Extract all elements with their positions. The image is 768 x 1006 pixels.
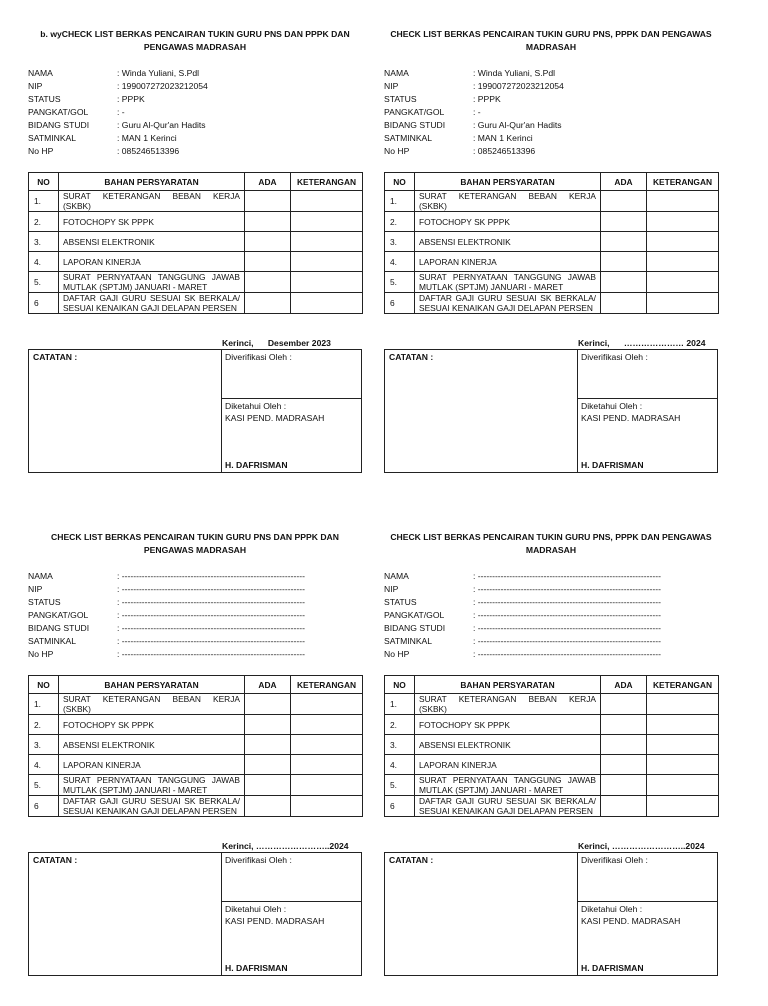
keterangan-cell[interactable] xyxy=(291,694,363,715)
table-row xyxy=(385,293,719,314)
field-value: : Winda Yuliani, S.Pdl xyxy=(473,68,556,78)
row-no: 4. xyxy=(29,755,59,775)
field-satminkal xyxy=(28,132,362,145)
field-value[interactable]: : ---------------------------------------------------------------- xyxy=(117,584,305,594)
field-value: : Guru Al-Qur'an Hadits xyxy=(473,120,562,130)
field-label: NIP xyxy=(384,81,399,91)
ada-cell[interactable] xyxy=(601,191,647,212)
table-header-row xyxy=(29,173,363,191)
table-row xyxy=(385,796,719,817)
signature-box xyxy=(384,349,718,473)
table-header-row xyxy=(385,676,719,694)
table-row xyxy=(29,735,363,755)
keterangan-cell[interactable] xyxy=(647,755,719,775)
keterangan-cell[interactable] xyxy=(647,293,719,314)
row-item: ABSENSI ELEKTRONIK xyxy=(415,232,601,252)
field-value[interactable]: : ---------------------------------------------------------------- xyxy=(117,610,305,620)
signature-section xyxy=(28,841,362,975)
field-value[interactable]: : ---------------------------------------------------------------- xyxy=(117,597,305,607)
header-bahan: BAHAN PERSYARATAN xyxy=(415,676,601,694)
field-label: BIDANG STUDI xyxy=(384,120,446,130)
field-label: No HP xyxy=(28,649,54,659)
ada-cell[interactable] xyxy=(245,191,291,212)
field-value: : MAN 1 Kerinci xyxy=(473,133,533,143)
ada-cell[interactable] xyxy=(601,694,647,715)
keterangan-cell[interactable] xyxy=(291,272,363,293)
field-label: No HP xyxy=(384,649,410,659)
field-no-hp xyxy=(28,648,362,661)
divider xyxy=(222,901,362,902)
official-name: H. DAFRISMAN xyxy=(225,963,288,973)
row-no: 2. xyxy=(29,212,59,232)
row-item: LAPORAN KINERJA xyxy=(415,755,601,775)
keterangan-cell[interactable] xyxy=(291,755,363,775)
row-no: 4. xyxy=(29,252,59,272)
field-pangkat xyxy=(384,609,718,622)
header-keterangan: KETERANGAN xyxy=(291,676,363,694)
field-label: STATUS xyxy=(384,597,417,607)
field-value: : - xyxy=(473,107,481,117)
keterangan-cell[interactable] xyxy=(647,715,719,735)
row-no: 2. xyxy=(385,212,415,232)
field-label: PANGKAT/GOL xyxy=(28,610,89,620)
identity-fields xyxy=(384,67,718,158)
signature-box xyxy=(28,349,362,473)
row-item: ABSENSI ELEKTRONIK xyxy=(59,735,245,755)
keterangan-cell[interactable] xyxy=(291,293,363,314)
row-item: DAFTAR GAJI GURU SESUAI SK BERKALA/ SESUAI KENAIKAN GAJI DELAPAN PERSEN xyxy=(415,796,601,817)
place-date: Kerinci, ……………………..2024 xyxy=(222,841,349,851)
row-no: 6 xyxy=(385,293,415,314)
table-row xyxy=(385,252,719,272)
row-no: 6 xyxy=(385,796,415,817)
header-no: NO xyxy=(385,676,415,694)
field-label: STATUS xyxy=(28,597,61,607)
field-label: NAMA xyxy=(384,571,409,581)
signature-section xyxy=(28,338,362,472)
verification-column xyxy=(577,350,718,472)
table-row xyxy=(29,755,363,775)
row-item: DAFTAR GAJI GURU SESUAI SK BERKALA/ SESUAI KENAIKAN GAJI DELAPAN PERSEN xyxy=(415,293,601,314)
header-keterangan: KETERANGAN xyxy=(291,173,363,191)
ada-cell[interactable] xyxy=(601,293,647,314)
verified-by-label: Diverifikasi Oleh : xyxy=(225,352,292,362)
row-item: LAPORAN KINERJA xyxy=(415,252,601,272)
requirements-table xyxy=(28,172,363,314)
row-no: 1. xyxy=(385,191,415,212)
row-item: SURAT KETERANGAN BEBAN KERJA (SKBK) xyxy=(415,694,601,715)
row-item: SURAT KETERANGAN BEBAN KERJA (SKBK) xyxy=(59,191,245,212)
row-no: 6 xyxy=(29,796,59,817)
official-name: H. DAFRISMAN xyxy=(225,460,288,470)
ada-cell[interactable] xyxy=(601,252,647,272)
field-value: : Winda Yuliani, S.Pdl xyxy=(117,68,200,78)
row-item: SURAT PERNYATAAN TANGGUNG JAWAB MUTLAK (SPTJM) JANUARI - MARET xyxy=(59,775,245,796)
row-item: FOTOCHOPY SK PPPK xyxy=(415,212,601,232)
known-by-label: Diketahui Oleh : xyxy=(225,401,287,411)
checklist-form-3 xyxy=(28,531,362,979)
field-satminkal xyxy=(384,635,718,648)
row-item: LAPORAN KINERJA xyxy=(59,755,245,775)
field-pangkat xyxy=(384,106,718,119)
signature-section xyxy=(384,841,718,975)
row-item: ABSENSI ELEKTRONIK xyxy=(59,232,245,252)
field-label: NAMA xyxy=(28,68,53,78)
ada-cell[interactable] xyxy=(245,293,291,314)
field-label: BIDANG STUDI xyxy=(384,623,446,633)
field-value[interactable]: : ---------------------------------------------------------------- xyxy=(473,571,661,581)
checklist-form-4 xyxy=(384,531,718,979)
identity-fields xyxy=(28,67,362,158)
field-nip xyxy=(28,583,362,596)
header-no: NO xyxy=(29,676,59,694)
row-no: 1. xyxy=(385,694,415,715)
keterangan-cell[interactable] xyxy=(647,694,719,715)
field-value: : 085246513396 xyxy=(473,146,536,156)
field-nip xyxy=(384,80,718,93)
field-label: NIP xyxy=(384,584,399,594)
requirements-table xyxy=(384,675,719,817)
row-no: 1. xyxy=(29,191,59,212)
field-nama xyxy=(384,570,718,583)
keterangan-cell[interactable] xyxy=(647,272,719,293)
field-label: No HP xyxy=(384,146,410,156)
field-satminkal xyxy=(28,635,362,648)
catatan-label: CATATAN : xyxy=(389,855,434,865)
signature-box xyxy=(28,852,362,976)
row-item: DAFTAR GAJI GURU SESUAI SK BERKALA/ SESUAI KENAIKAN GAJI DELAPAN PERSEN xyxy=(59,293,245,314)
keterangan-cell[interactable] xyxy=(291,191,363,212)
table-row xyxy=(385,755,719,775)
field-label: SATMINKAL xyxy=(28,636,77,646)
catatan-label: CATATAN : xyxy=(389,352,434,362)
row-item: DAFTAR GAJI GURU SESUAI SK BERKALA/ SESUAI KENAIKAN GAJI DELAPAN PERSEN xyxy=(59,796,245,817)
ada-cell[interactable] xyxy=(601,272,647,293)
field-label: NIP xyxy=(28,81,43,91)
row-no: 6 xyxy=(29,293,59,314)
position-label: KASI PEND. MADRASAH xyxy=(225,413,325,423)
row-no: 5. xyxy=(385,775,415,796)
row-item: SURAT PERNYATAAN TANGGUNG JAWAB MUTLAK (SPTJM) JANUARI - MARET xyxy=(415,775,601,796)
place-date: Kerinci, Desember 2023 xyxy=(222,338,331,348)
ada-cell[interactable] xyxy=(245,775,291,796)
field-label: SATMINKAL xyxy=(28,133,77,143)
field-nip xyxy=(384,583,718,596)
field-value[interactable]: : ---------------------------------------------------------------- xyxy=(117,571,305,581)
field-bidang-studi xyxy=(384,119,718,132)
field-pangkat xyxy=(28,106,362,119)
table-row xyxy=(29,232,363,252)
field-label: SATMINKAL xyxy=(384,636,433,646)
keterangan-cell[interactable] xyxy=(647,775,719,796)
field-label: NAMA xyxy=(28,571,53,581)
row-item: SURAT KETERANGAN BEBAN KERJA (SKBK) xyxy=(59,694,245,715)
position-label: KASI PEND. MADRASAH xyxy=(581,916,681,926)
keterangan-cell[interactable] xyxy=(291,735,363,755)
table-row xyxy=(385,715,719,735)
field-value: : 199007272023212054 xyxy=(117,81,208,91)
field-no-hp xyxy=(384,145,718,158)
field-status xyxy=(28,596,362,609)
ada-cell[interactable] xyxy=(601,212,647,232)
field-label: STATUS xyxy=(384,94,417,104)
field-label: No HP xyxy=(28,146,54,156)
table-row xyxy=(385,694,719,715)
ada-cell[interactable] xyxy=(601,735,647,755)
ada-cell[interactable] xyxy=(601,755,647,775)
row-no: 2. xyxy=(29,715,59,735)
field-bidang-studi xyxy=(384,622,718,635)
signature-box xyxy=(384,852,718,976)
form-title: CHECK LIST BERKAS PENCAIRAN TUKIN GURU PNS, PPPK DAN PENGAWAS MADRASAH xyxy=(390,532,712,555)
table-row xyxy=(29,694,363,715)
table-row xyxy=(29,715,363,735)
known-by-label: Diketahui Oleh : xyxy=(225,904,287,914)
header-no: NO xyxy=(29,173,59,191)
keterangan-cell[interactable] xyxy=(291,232,363,252)
table-row xyxy=(29,775,363,796)
known-by-label: Diketahui Oleh : xyxy=(581,904,643,914)
row-no: 4. xyxy=(385,252,415,272)
field-value: : Guru Al-Qur'an Hadits xyxy=(117,120,206,130)
header-bahan: BAHAN PERSYARATAN xyxy=(59,676,245,694)
header-keterangan: KETERANGAN xyxy=(647,676,719,694)
row-no: 3. xyxy=(29,232,59,252)
table-row xyxy=(385,212,719,232)
table-row xyxy=(385,775,719,796)
position-label: KASI PEND. MADRASAH xyxy=(581,413,681,423)
header-no: NO xyxy=(385,173,415,191)
checklist-form-1 xyxy=(28,28,362,476)
checklist-form-2 xyxy=(384,28,718,476)
keterangan-cell[interactable] xyxy=(647,232,719,252)
table-row xyxy=(385,232,719,252)
requirements-table xyxy=(28,675,363,817)
form-title: CHECK LIST BERKAS PENCAIRAN TUKIN GURU PNS, PPPK DAN PENGAWAS MADRASAH xyxy=(390,29,712,52)
keterangan-cell[interactable] xyxy=(291,775,363,796)
row-item: SURAT KETERANGAN BEBAN KERJA (SKBK) xyxy=(415,191,601,212)
table-row xyxy=(385,735,719,755)
field-value[interactable]: : ---------------------------------------------------------------- xyxy=(117,636,305,646)
official-name: H. DAFRISMAN xyxy=(581,963,644,973)
field-label: PANGKAT/GOL xyxy=(28,107,89,117)
field-value[interactable]: : ---------------------------------------------------------------- xyxy=(473,610,661,620)
field-status xyxy=(384,93,718,106)
ada-cell[interactable] xyxy=(245,694,291,715)
row-item: SURAT PERNYATAAN TANGGUNG JAWAB MUTLAK (SPTJM) JANUARI - MARET xyxy=(59,272,245,293)
divider xyxy=(222,398,362,399)
ada-cell[interactable] xyxy=(245,755,291,775)
keterangan-cell[interactable] xyxy=(647,252,719,272)
field-status xyxy=(28,93,362,106)
header-keterangan: KETERANGAN xyxy=(647,173,719,191)
keterangan-cell[interactable] xyxy=(647,735,719,755)
table-row xyxy=(29,252,363,272)
ada-cell[interactable] xyxy=(601,796,647,817)
row-item: FOTOCHOPY SK PPPK xyxy=(415,715,601,735)
field-nip xyxy=(28,80,362,93)
ada-cell[interactable] xyxy=(245,252,291,272)
row-item: LAPORAN KINERJA xyxy=(59,252,245,272)
row-no: 3. xyxy=(385,735,415,755)
row-item: FOTOCHOPY SK PPPK xyxy=(59,715,245,735)
table-header-row xyxy=(385,173,719,191)
form-title: b. wyCHECK LIST BERKAS PENCAIRAN TUKIN GURU PNS DAN PPPK DAN PENGAWAS MADRASAH xyxy=(40,29,350,52)
catatan-label: CATATAN : xyxy=(33,352,78,362)
ada-cell[interactable] xyxy=(245,715,291,735)
divider xyxy=(578,901,718,902)
table-row xyxy=(385,272,719,293)
field-pangkat xyxy=(28,609,362,622)
verified-by-label: Diverifikasi Oleh : xyxy=(581,352,648,362)
keterangan-cell[interactable] xyxy=(291,715,363,735)
table-row xyxy=(29,212,363,232)
field-value[interactable]: : ---------------------------------------------------------------- xyxy=(473,649,661,659)
table-row xyxy=(29,272,363,293)
signature-section xyxy=(384,338,718,472)
row-no: 3. xyxy=(29,735,59,755)
ada-cell[interactable] xyxy=(245,212,291,232)
row-no: 5. xyxy=(29,775,59,796)
row-no: 5. xyxy=(29,272,59,293)
ada-cell[interactable] xyxy=(245,796,291,817)
position-label: KASI PEND. MADRASAH xyxy=(225,916,325,926)
divider xyxy=(578,398,718,399)
place-date: Kerinci, ……………………..2024 xyxy=(578,841,705,851)
field-satminkal xyxy=(384,132,718,145)
row-no: 2. xyxy=(385,715,415,735)
header-bahan: BAHAN PERSYARATAN xyxy=(415,173,601,191)
field-bidang-studi xyxy=(28,119,362,132)
field-value: : PPPK xyxy=(117,94,145,104)
row-no: 4. xyxy=(385,755,415,775)
field-value: : MAN 1 Kerinci xyxy=(117,133,177,143)
table-row xyxy=(29,293,363,314)
field-value[interactable]: : ---------------------------------------------------------------- xyxy=(473,584,661,594)
header-bahan: BAHAN PERSYARATAN xyxy=(59,173,245,191)
row-no: 5. xyxy=(385,272,415,293)
field-nama xyxy=(28,67,362,80)
field-value: : - xyxy=(117,107,125,117)
official-name: H. DAFRISMAN xyxy=(581,460,644,470)
ada-cell[interactable] xyxy=(601,232,647,252)
verified-by-label: Diverifikasi Oleh : xyxy=(581,855,648,865)
field-value[interactable]: : ---------------------------------------------------------------- xyxy=(473,636,661,646)
field-value: : 085246513396 xyxy=(117,146,180,156)
field-bidang-studi xyxy=(28,622,362,635)
form-title: CHECK LIST BERKAS PENCAIRAN TUKIN GURU PNS DAN PPPK DAN PENGAWAS MADRASAH xyxy=(51,532,339,555)
keterangan-cell[interactable] xyxy=(647,191,719,212)
header-ada: ADA xyxy=(245,173,291,191)
ada-cell[interactable] xyxy=(601,715,647,735)
ada-cell[interactable] xyxy=(245,272,291,293)
field-label: SATMINKAL xyxy=(384,133,433,143)
ada-cell[interactable] xyxy=(245,232,291,252)
row-no: 1. xyxy=(29,694,59,715)
field-value: : PPPK xyxy=(473,94,501,104)
field-nama xyxy=(384,67,718,80)
field-label: PANGKAT/GOL xyxy=(384,610,445,620)
keterangan-cell[interactable] xyxy=(291,796,363,817)
field-label: STATUS xyxy=(28,94,61,104)
keterangan-cell[interactable] xyxy=(647,796,719,817)
ada-cell[interactable] xyxy=(245,735,291,755)
requirements-table xyxy=(384,172,719,314)
keterangan-cell[interactable] xyxy=(291,212,363,232)
table-row xyxy=(29,796,363,817)
verified-by-label: Diverifikasi Oleh : xyxy=(225,855,292,865)
row-item: SURAT PERNYATAAN TANGGUNG JAWAB MUTLAK (SPTJM) JANUARI - MARET xyxy=(415,272,601,293)
known-by-label: Diketahui Oleh : xyxy=(581,401,643,411)
keterangan-cell[interactable] xyxy=(291,252,363,272)
field-value[interactable]: : ---------------------------------------------------------------- xyxy=(117,623,305,633)
catatan-label: CATATAN : xyxy=(33,855,78,865)
keterangan-cell[interactable] xyxy=(647,212,719,232)
table-row xyxy=(29,191,363,212)
field-value: : 199007272023212054 xyxy=(473,81,564,91)
row-no: 3. xyxy=(385,232,415,252)
field-status xyxy=(384,596,718,609)
field-label: PANGKAT/GOL xyxy=(384,107,445,117)
row-item: ABSENSI ELEKTRONIK xyxy=(415,735,601,755)
field-nama xyxy=(28,570,362,583)
header-ada: ADA xyxy=(601,173,647,191)
field-label: BIDANG STUDI xyxy=(28,120,90,130)
table-header-row xyxy=(29,676,363,694)
row-item: FOTOCHOPY SK PPPK xyxy=(59,212,245,232)
field-label: NIP xyxy=(28,584,43,594)
table-row xyxy=(385,191,719,212)
place-date: Kerinci, ………………… 2024 xyxy=(578,338,706,348)
verification-column xyxy=(577,853,718,975)
field-label: NAMA xyxy=(384,68,409,78)
field-value[interactable]: : ---------------------------------------------------------------- xyxy=(473,623,661,633)
field-value[interactable]: : ---------------------------------------------------------------- xyxy=(473,597,661,607)
verification-column xyxy=(221,853,362,975)
identity-fields xyxy=(384,570,718,661)
field-no-hp xyxy=(384,648,718,661)
field-label: BIDANG STUDI xyxy=(28,623,90,633)
field-value[interactable]: : ---------------------------------------------------------------- xyxy=(117,649,305,659)
identity-fields xyxy=(28,570,362,661)
field-no-hp xyxy=(28,145,362,158)
header-ada: ADA xyxy=(245,676,291,694)
verification-column xyxy=(221,350,362,472)
header-ada: ADA xyxy=(601,676,647,694)
ada-cell[interactable] xyxy=(601,775,647,796)
